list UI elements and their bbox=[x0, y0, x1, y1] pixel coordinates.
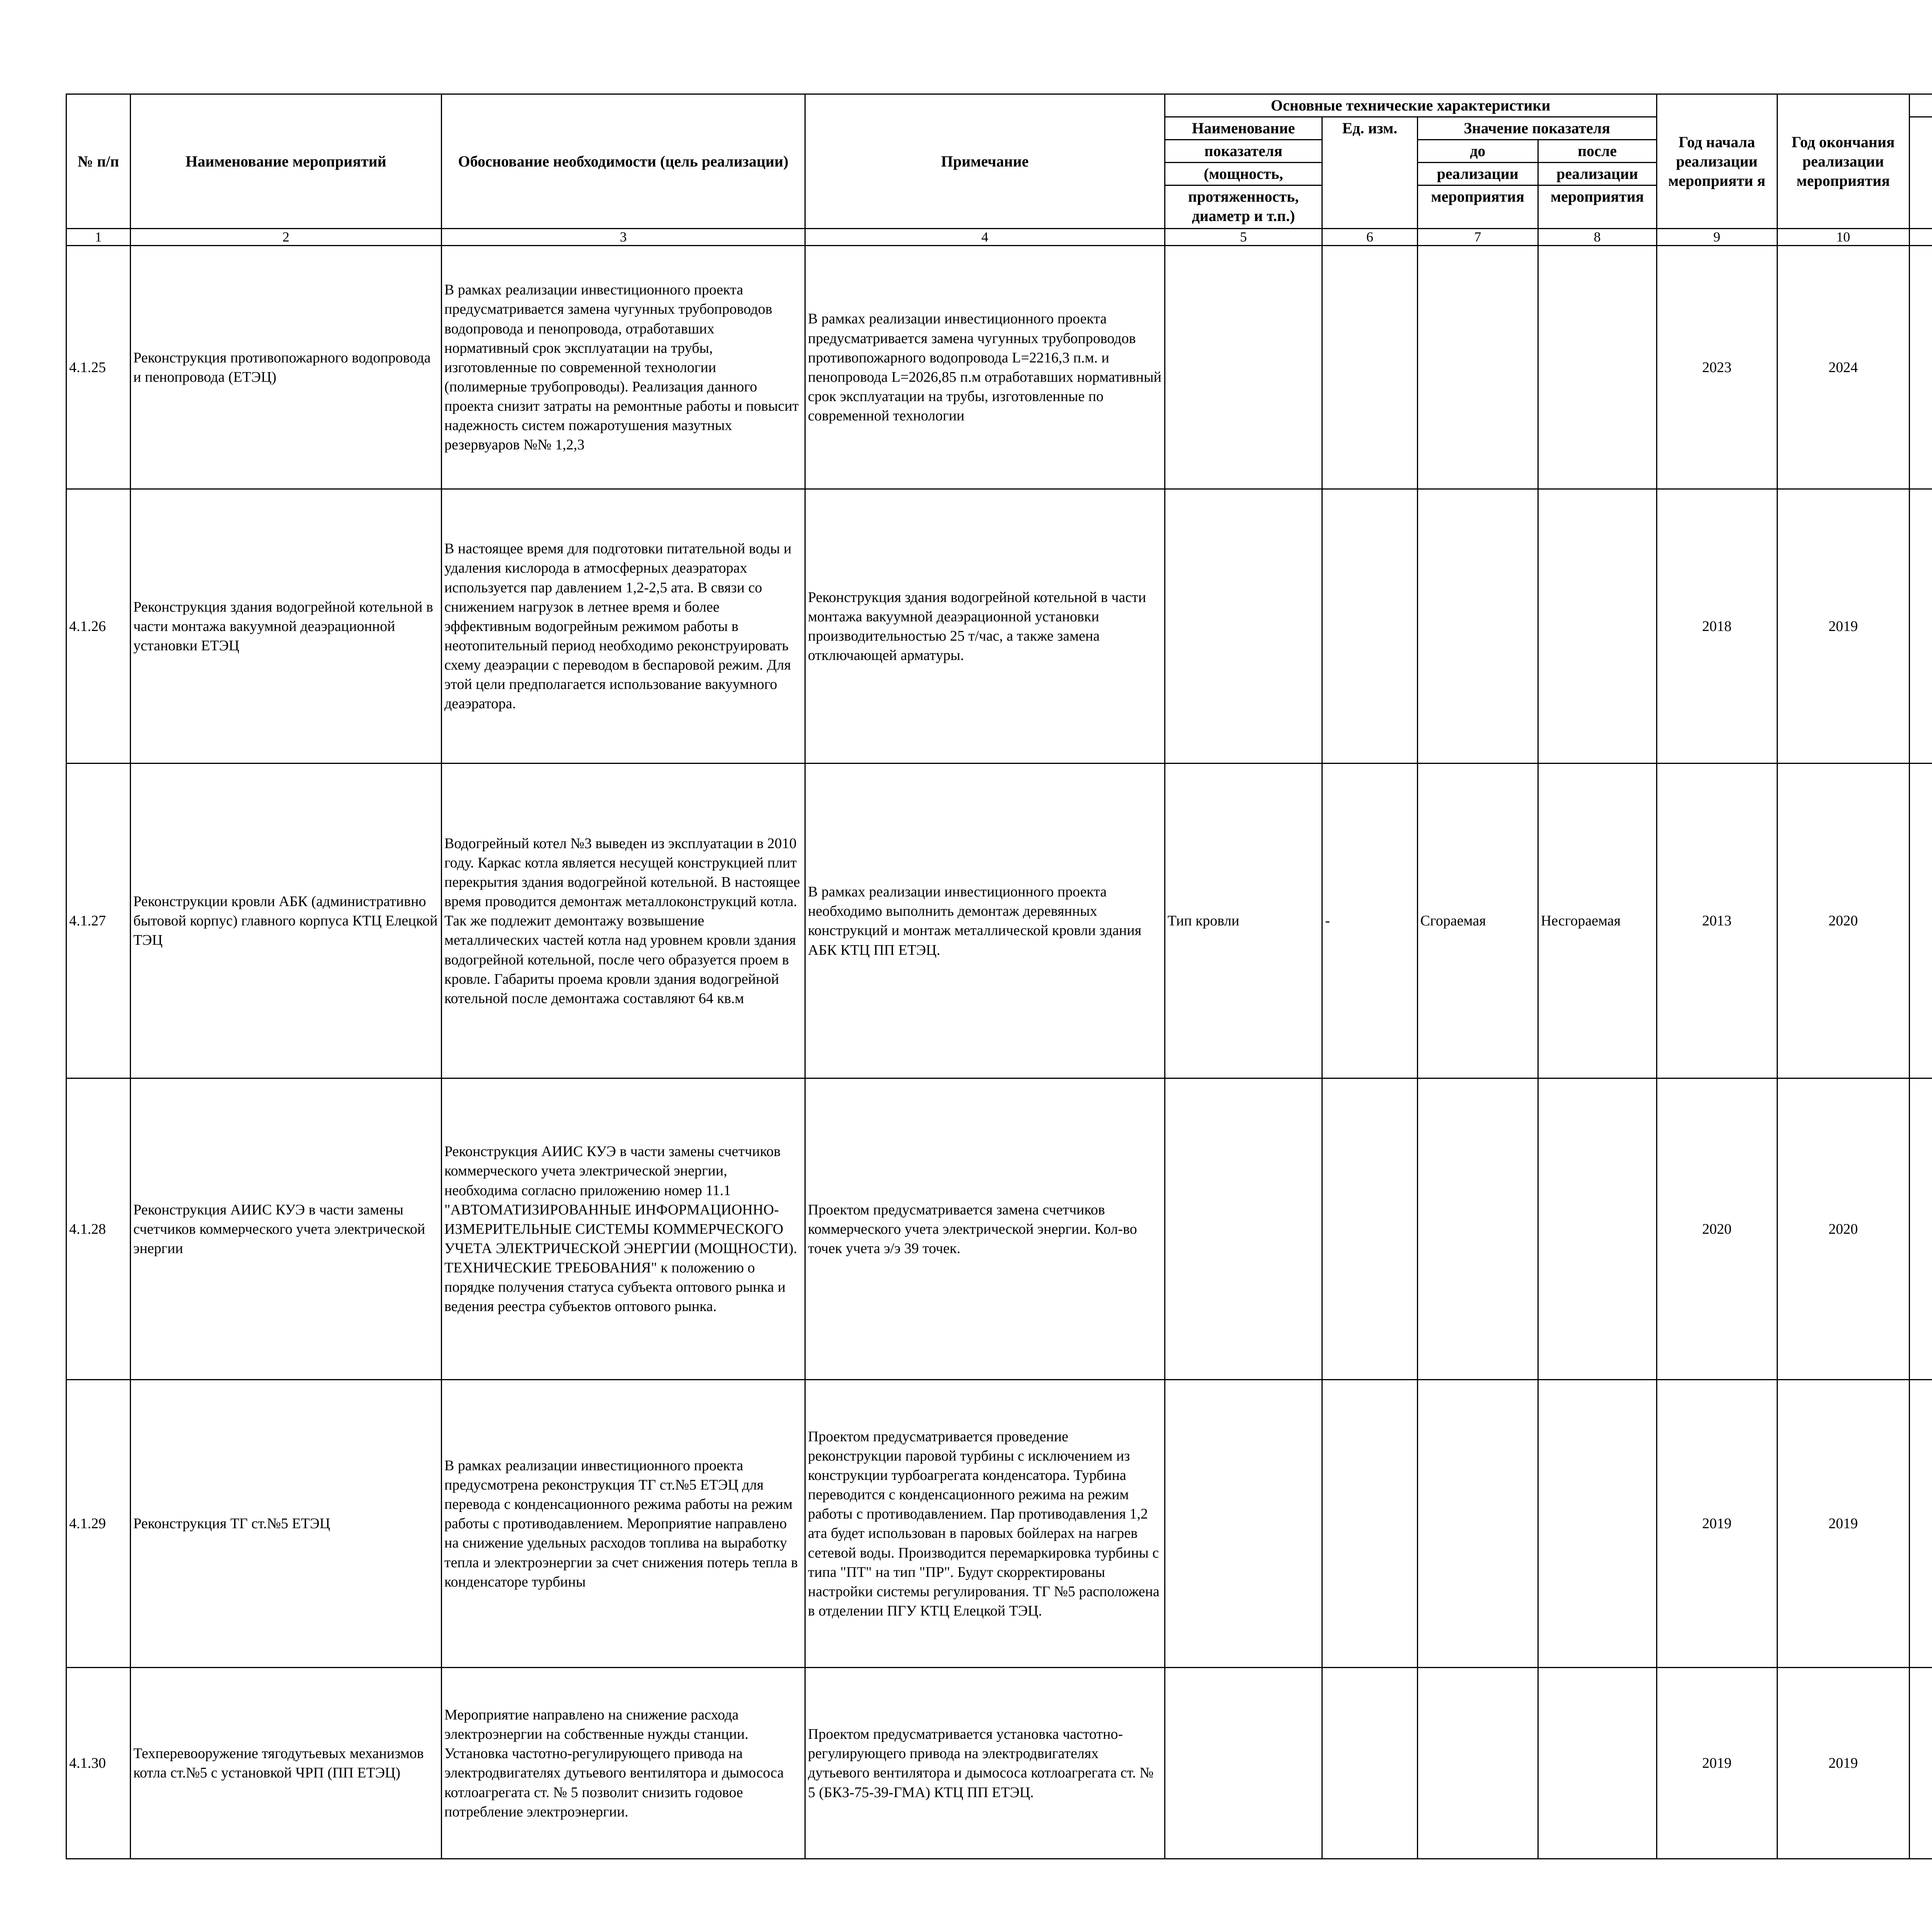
row-name: Техперевооружение тягодутьевых механизмов котла ст.№5 с установкой ЧРП (ПП ЕТЭЦ) bbox=[131, 1668, 442, 1859]
header-end-year: Год окончания реализации мероприятия bbox=[1777, 94, 1909, 229]
row-num: 4.1.29 bbox=[66, 1380, 131, 1668]
row-after bbox=[1538, 489, 1656, 764]
column-number: 7 bbox=[1417, 229, 1538, 246]
row-unit bbox=[1322, 1078, 1418, 1380]
table-row bbox=[66, 1668, 1932, 1859]
table-row bbox=[66, 1380, 1932, 1668]
row-justification: Мероприятие направлено на снижение расхода электроэнергии на собственные нужды станции. Установка частотно-регулирующего привода на электродвигателях дутьевого вентилятора и дымососа котлоагрегата ст. № 5 позволит снизить годовое потребление электроэнергии. bbox=[442, 1668, 805, 1859]
header-indicator-1: Наименование bbox=[1165, 117, 1322, 140]
header-total bbox=[1909, 117, 1932, 229]
header-name: Наименование мероприятий bbox=[131, 94, 442, 229]
row-before bbox=[1417, 1668, 1538, 1859]
row-justification: В рамках реализации инвестиционного проекта предусматривается замена чугунных трубопроводов водопровода и пенопровода, отработавших нормативный срок эксплуатации на трубы, изготовленные по современной технологии (полимерные трубопроводы). Реализация данного проекта снизит затраты на ремонтные работы и повысит надежность систем пожаротушения мазутных резервуаров №№ 1,2,3 bbox=[442, 246, 805, 489]
row-indicator bbox=[1165, 1078, 1322, 1380]
header-before-2: реализации bbox=[1417, 163, 1538, 185]
row-indicator bbox=[1165, 489, 1322, 764]
row-before: Сгораемая bbox=[1417, 764, 1538, 1078]
header-expenses-group bbox=[1909, 94, 1932, 117]
row-total bbox=[1909, 1668, 1932, 1859]
row-end-year: 2019 bbox=[1777, 1380, 1909, 1668]
row-start-year: 2019 bbox=[1656, 1380, 1777, 1668]
row-unit: - bbox=[1322, 764, 1418, 1078]
row-num: 4.1.26 bbox=[66, 489, 131, 764]
row-note: В рамках реализации инвестиционного проекта необходимо выполнить демонтаж деревянных конструкций и монтаж металлической кровли здания АБК КТЦ ПП ЕТЭЦ. bbox=[805, 764, 1165, 1078]
row-num: 4.1.30 bbox=[66, 1668, 131, 1859]
header-after-2: реализации bbox=[1538, 163, 1656, 185]
row-justification: В рамках реализации инвестиционного проекта предусмотрена реконструкция ТГ ст.№5 ЕТЭЦ для перевода с конденсационного режима работы на режим работы с противодавлением. Мероприятие направлено на снижение удельных расходов топлива на выработку тепла и электроэнергии за счет снижения потерь тепла в конденсаторе турбины bbox=[442, 1380, 805, 1668]
header-tech-group: Основные технические характеристики bbox=[1165, 94, 1656, 117]
row-start-year: 2018 bbox=[1656, 489, 1777, 764]
column-number: 2 bbox=[131, 229, 442, 246]
row-unit bbox=[1322, 1380, 1418, 1668]
header-before-3: мероприятия bbox=[1417, 185, 1538, 229]
row-before bbox=[1417, 246, 1538, 489]
header-justification: Обоснование необходимости (цель реализации) bbox=[442, 94, 805, 229]
header-num: № п/п bbox=[66, 94, 131, 229]
header-note: Примечание bbox=[805, 94, 1165, 229]
column-number: 8 bbox=[1538, 229, 1656, 246]
header-before-1: до bbox=[1417, 140, 1538, 163]
column-number-row bbox=[66, 229, 1932, 246]
row-note: Проектом предусматривается проведение реконструкции паровой турбины с исключением из конструкции турбоагрегата конденсатора. Турбина переводится с конденсационного режима на режим работы с противодавлением. Пар противодавления 1,2 ата будет использован в паровых бойлерах на нагрев сетевой воды. Производится перемаркировка турбины с типа "ПТ" на тип "ПР". Будут скорректированы настройки системы регулирования. ТГ №5 расположена в отделении ПГУ КТЦ Елецкой ТЭЦ. bbox=[805, 1380, 1165, 1668]
row-indicator: Тип кровли bbox=[1165, 764, 1322, 1078]
table-row bbox=[66, 1078, 1932, 1380]
row-note: Проектом предусматривается замена счетчиков коммерческого учета электрической энергии. Кол-во точек учета э/э 39 точек. bbox=[805, 1078, 1165, 1380]
column-number: 1 bbox=[66, 229, 131, 246]
table-row bbox=[66, 764, 1932, 1078]
row-name: Реконструкции кровли АБК (административно бытовой корпус) главного корпуса КТЦ Елецкой ТЭЦ bbox=[131, 764, 442, 1078]
row-name: Реконструкция АИИС КУЭ в части замены счетчиков коммерческого учета электрической энергии bbox=[131, 1078, 442, 1380]
table-row bbox=[66, 246, 1932, 489]
row-num: 4.1.27 bbox=[66, 764, 131, 1078]
row-note: В рамках реализации инвестиционного проекта предусматривается замена чугунных трубопроводов противопожарного водопровода L=2216,3 п.м. и пенопровода L=2026,85 п.м отработавших нормативный срок эксплуатации на трубы, изготовленные по современной технологии bbox=[805, 246, 1165, 489]
row-name: Реконструкция противопожарного водопровода и пенопровода (ЕТЭЦ) bbox=[131, 246, 442, 489]
column-number: 3 bbox=[442, 229, 805, 246]
row-total bbox=[1909, 1078, 1932, 1380]
row-justification: Реконструкция АИИС КУЭ в части замены счетчиков коммерческого учета электрической энергии, необходима согласно приложению номер 11.1 "АВТОМАТИЗИРОВАННЫЕ ИНФОРМАЦИОННО-ИЗМЕРИТЕЛЬНЫЕ СИСТЕМЫ КОММЕРЧЕСКОГО УЧЕТА ЭЛЕКТРИЧЕСКОЙ ЭНЕРГИИ (МОЩНОСТИ). ТЕХНИЧЕСКИЕ ТРЕБОВАНИЯ" к положению о порядке получения статуса субъекта оптового рынка и ведения реестра субъектов оптового рынка. bbox=[442, 1078, 805, 1380]
row-start-year: 2023 bbox=[1656, 246, 1777, 489]
header-indicator-5: диаметр и т.п.) bbox=[1192, 207, 1295, 224]
header-indicator-2: показателя bbox=[1165, 140, 1322, 163]
row-unit bbox=[1322, 489, 1418, 764]
row-after bbox=[1538, 1078, 1656, 1380]
row-start-year: 2020 bbox=[1656, 1078, 1777, 1380]
row-after bbox=[1538, 1380, 1656, 1668]
column-number: 5 bbox=[1165, 229, 1322, 246]
row-after: Несгораемая bbox=[1538, 764, 1656, 1078]
row-note: Проектом предусматривается установка частотно-регулирующего привода на электродвигателях дутьевого вентилятора и дымососа котлоагрегата ст. № 5 (БКЗ-75-39-ГМА) КТЦ ПП ЕТЭЦ. bbox=[805, 1668, 1165, 1859]
row-before bbox=[1417, 1380, 1538, 1668]
row-total bbox=[1909, 1380, 1932, 1668]
row-end-year: 2019 bbox=[1777, 1668, 1909, 1859]
column-number bbox=[1909, 229, 1932, 246]
row-end-year: 2024 bbox=[1777, 246, 1909, 489]
table-body bbox=[66, 246, 1932, 1859]
column-number: 9 bbox=[1656, 229, 1777, 246]
column-number: 10 bbox=[1777, 229, 1909, 246]
row-name: Реконструкция здания водогрейной котельной в части монтажа вакуумной деаэрационной установки ЕТЭЦ bbox=[131, 489, 442, 764]
row-total bbox=[1909, 246, 1932, 489]
row-num: 4.1.25 bbox=[66, 246, 131, 489]
column-number: 6 bbox=[1322, 229, 1418, 246]
row-start-year: 2019 bbox=[1656, 1668, 1777, 1859]
header-value-group: Значение показателя bbox=[1417, 117, 1656, 140]
header-indicator-4-5 bbox=[1165, 185, 1322, 229]
row-end-year: 2020 bbox=[1777, 1078, 1909, 1380]
row-after bbox=[1538, 246, 1656, 489]
row-end-year: 2020 bbox=[1777, 764, 1909, 1078]
table-header bbox=[66, 94, 1932, 246]
header-after-1: после bbox=[1538, 140, 1656, 163]
row-unit bbox=[1322, 1668, 1418, 1859]
header-indicator-4: протяженность, bbox=[1188, 188, 1299, 205]
header-unit: Ед. изм. bbox=[1322, 117, 1418, 229]
row-total bbox=[1909, 489, 1932, 764]
row-indicator bbox=[1165, 246, 1322, 489]
row-justification: В настоящее время для подготовки питательной воды и удаления кислорода в атмосферных деаэраторах используется пар давлением 1,2-2,5 ата. В связи со снижением нагрузок в летнее время и более эффективным водогрейным режимом работы в неотопительный период необходимо реконструировать схему деаэрации с переводом в беспаровой режим. Для этой цели предполагается использование вакуумного деаэратора. bbox=[442, 489, 805, 764]
row-num: 4.1.28 bbox=[66, 1078, 131, 1380]
row-justification: Водогрейный котел №3 выведен из эксплуатации в 2010 году. Каркас котла является несущей конструкцией плит перекрытия здания водогрейной котельной. В настоящее время проводится демонтаж металлоконструкций котла. Так же подлежит демонтажу возвышение металлических частей котла над уровнем кровли здания водогрейной котельной, после чего образуется проем в кровле. Габариты проема кровли здания водогрейной котельной после демонтажа составляют 64 кв.м bbox=[442, 764, 805, 1078]
row-indicator bbox=[1165, 1380, 1322, 1668]
header-after-3: мероприятия bbox=[1538, 185, 1656, 229]
row-note: Реконструкция здания водогрейной котельной в части монтажа вакуумной деаэрационной установки производительностью 25 т/час, а также замена отключающей арматуры. bbox=[805, 489, 1165, 764]
row-total bbox=[1909, 764, 1932, 1078]
row-before bbox=[1417, 489, 1538, 764]
row-before bbox=[1417, 1078, 1538, 1380]
row-after bbox=[1538, 1668, 1656, 1859]
investment-measures-table bbox=[66, 94, 1932, 1859]
header-start-year: Год начала реализации мероприяти я bbox=[1656, 94, 1777, 229]
row-indicator bbox=[1165, 1668, 1322, 1859]
row-end-year: 2019 bbox=[1777, 489, 1909, 764]
row-start-year: 2013 bbox=[1656, 764, 1777, 1078]
row-unit bbox=[1322, 246, 1418, 489]
column-number: 4 bbox=[805, 229, 1165, 246]
table-row bbox=[66, 489, 1932, 764]
header-indicator-3: (мощность, bbox=[1165, 163, 1322, 185]
row-name: Реконструкция ТГ ст.№5 ЕТЭЦ bbox=[131, 1380, 442, 1668]
